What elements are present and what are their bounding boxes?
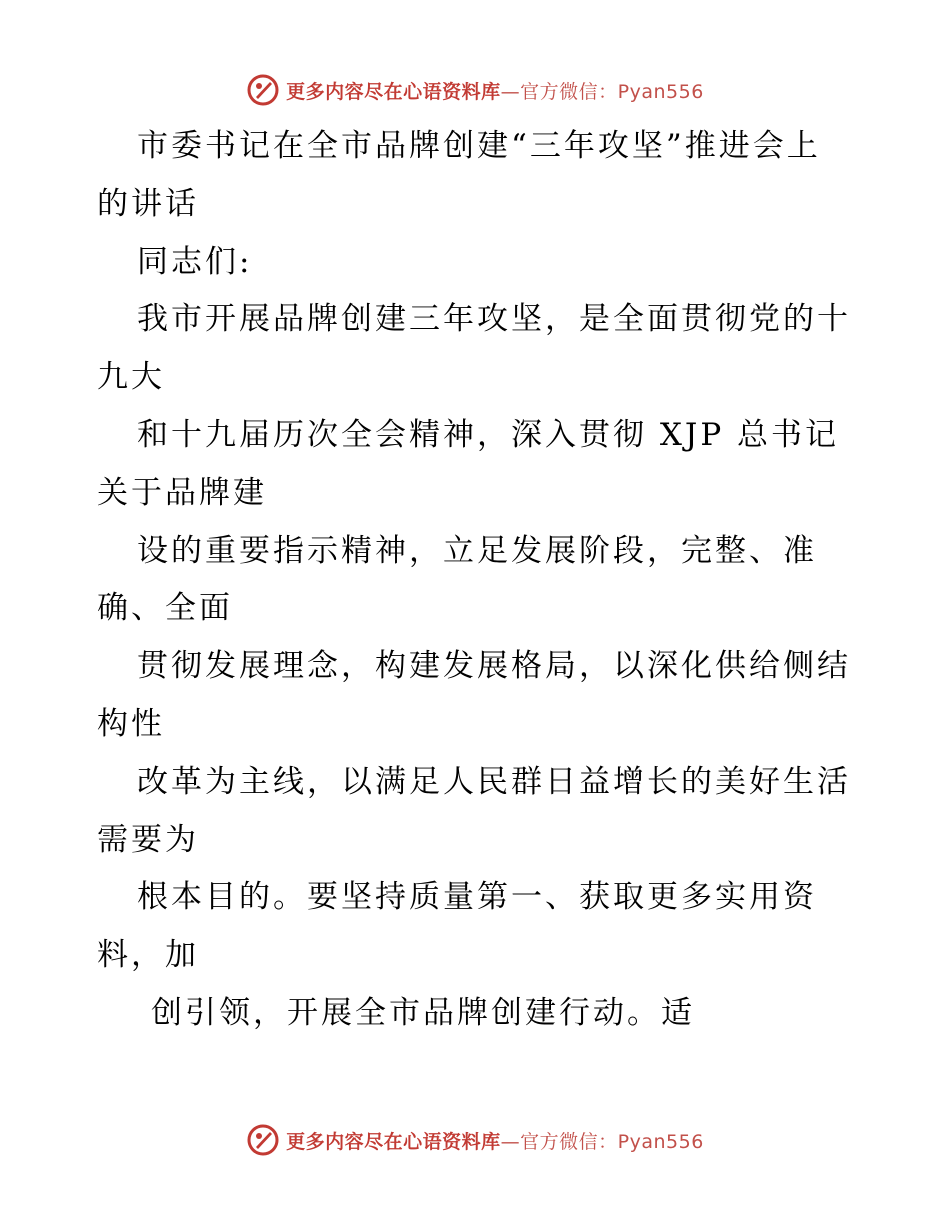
watermark-text — [286, 1127, 704, 1154]
paragraph-line: 和十九届历次全会精神，深入贯彻 XJP 总书记 — [137, 416, 840, 453]
watermark-contact: 官方微信：Pyan556 — [520, 80, 704, 103]
paragraph-line: 需要为 — [97, 821, 199, 858]
paragraph-line: 九大 — [97, 359, 165, 396]
paragraph-line: 我市开展品牌创建三年攻坚，是全面贯彻党的十 — [137, 301, 851, 338]
paragraph-line: 关于品牌建 — [97, 474, 267, 511]
header-watermark — [0, 70, 950, 110]
paragraph-line: 贯彻发展理念，构建发展格局，以深化供给侧结 — [137, 648, 851, 685]
salutation: 同志们: — [137, 243, 253, 280]
quill-seal-icon — [246, 1123, 280, 1157]
watermark-separator: — — [500, 1130, 521, 1153]
paragraph-line: 构性 — [97, 705, 165, 742]
watermark-brand: 更多内容尽在心语资料库 — [286, 1130, 501, 1153]
watermark-separator: — — [500, 80, 521, 103]
paragraph-line: 确、全面 — [97, 590, 233, 627]
paragraph-line: 设的重要指示精神，立足发展阶段，完整、准 — [137, 532, 817, 569]
paragraph-line: 创引领，开展全市品牌创建行动。适 — [151, 994, 695, 1031]
watermark-contact: 官方微信：Pyan556 — [520, 1130, 704, 1153]
paragraph-line: 料，加 — [97, 937, 199, 974]
watermark-text — [286, 77, 704, 104]
document-body — [97, 118, 857, 1043]
document-title-line-1: 市委书记在全市品牌创建“三年攻坚”推进会上 — [137, 128, 821, 164]
paragraph-line: 根本目的。要坚持质量第一、获取更多实用资 — [137, 879, 817, 916]
document-title-line-2: 的讲话 — [97, 185, 199, 222]
paragraph-line: 改革为主线，以满足人民群日益增长的美好生活 — [137, 763, 851, 800]
quill-seal-icon — [246, 73, 280, 107]
watermark-brand: 更多内容尽在心语资料库 — [286, 80, 501, 103]
footer-watermark — [0, 1120, 950, 1160]
